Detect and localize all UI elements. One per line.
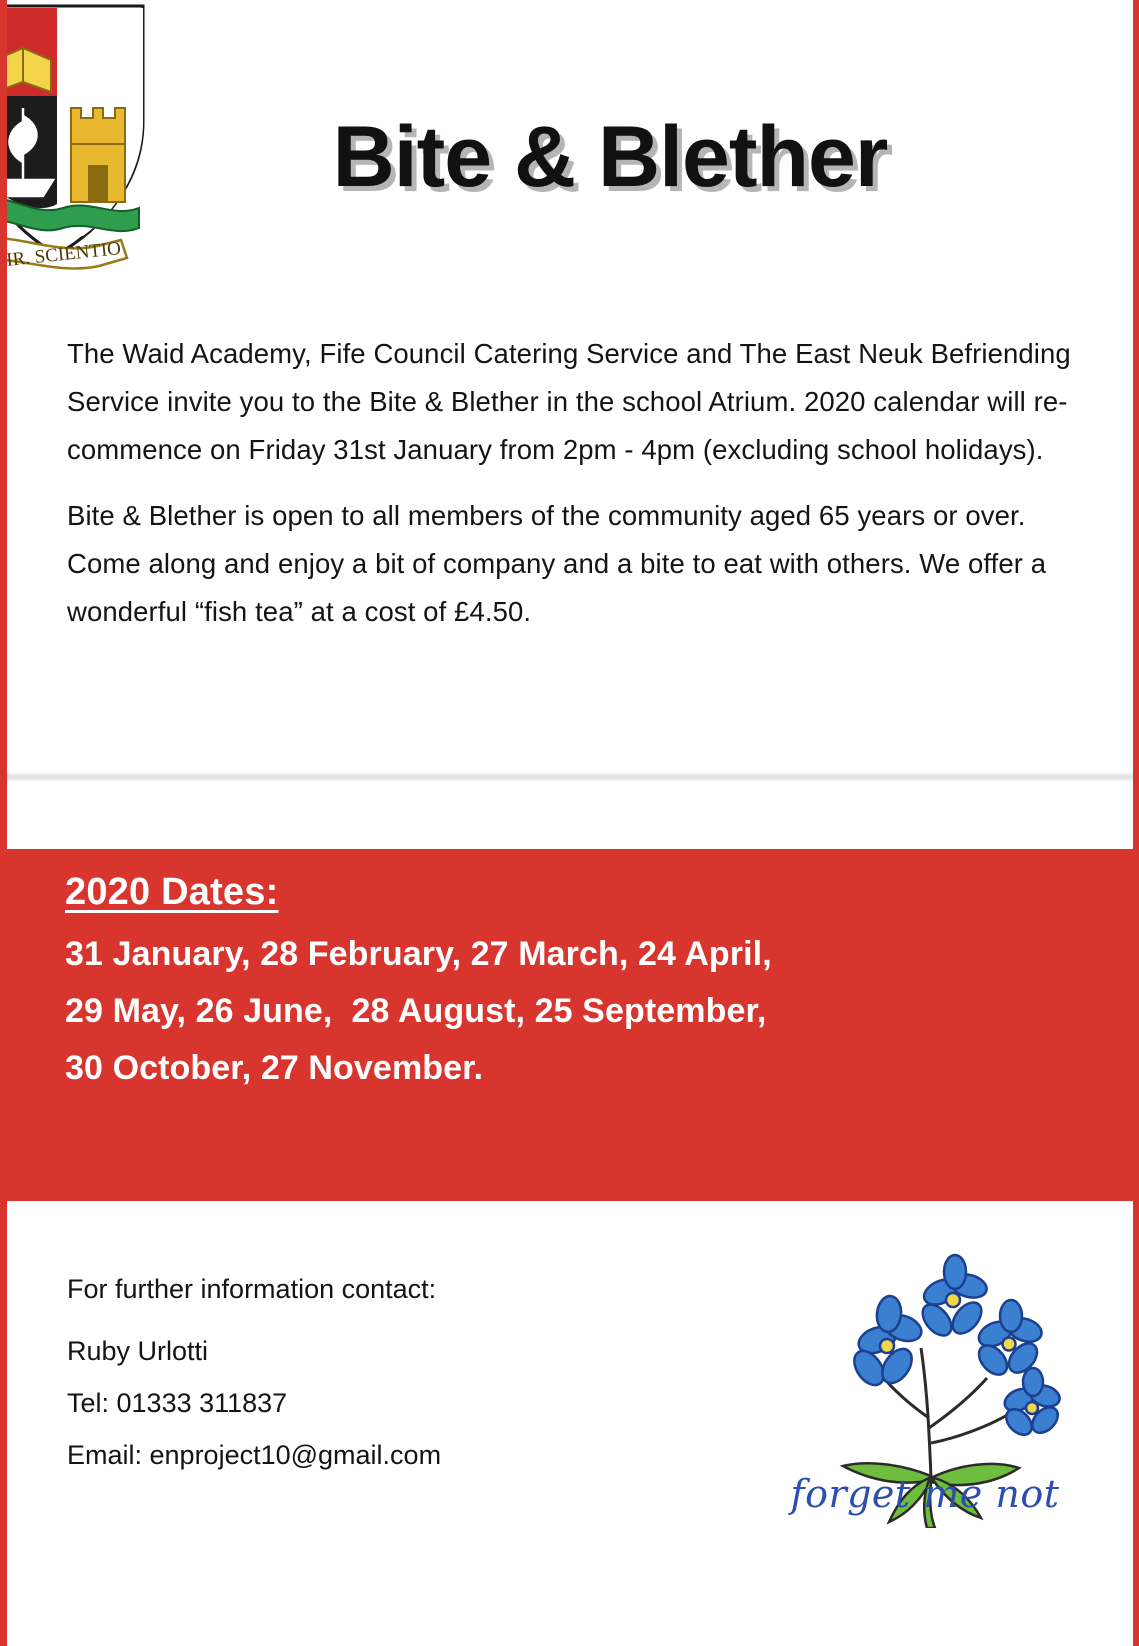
forget-me-not-caption: forget me not [790,1472,1060,1516]
paragraph-eligibility: Bite & Blether is open to all members of the community aged 65 years or over. Come along and enjoy a bit of company and a bite to eat with others. We offer a wonderful “fish tea” at a cost of £4.50. [67,500,1047,627]
dates-line-1: 31 January, 28 February, 27 March, 24 April, [65,935,772,973]
intro-text-block [67,330,1073,654]
contact-email[interactable]: Email: enproject10@gmail.com [67,1440,442,1470]
contact-block [67,1263,687,1481]
paragraph-invitation: The Waid Academy, Fife Council Catering Service and The East Neuk Befriending Service invite you to the Bite & Blether in the school Atrium. 2020 calendar will re-commence on Friday 31st January from 2pm - 4pm (excluding school holidays). [67,338,1071,465]
paper-fold-line [7,772,1133,782]
dates-line-3: 30 October, 27 November. [65,1049,484,1087]
contact-intro: For further information contact: [67,1274,437,1304]
contact-telephone[interactable]: Tel: 01333 311837 [67,1388,288,1418]
page-title: Bite & Blether [332,109,888,205]
crest-motto-text: IR. SCIENTIO [5,238,122,271]
dates-heading: 2020 Dates: [65,871,279,913]
dates-band [7,849,1133,1201]
poster-header [7,0,1133,300]
dates-line-2: 29 May, 26 June, 28 August, 25 September, [65,992,767,1030]
contact-name: Ruby Urlotti [67,1336,209,1366]
